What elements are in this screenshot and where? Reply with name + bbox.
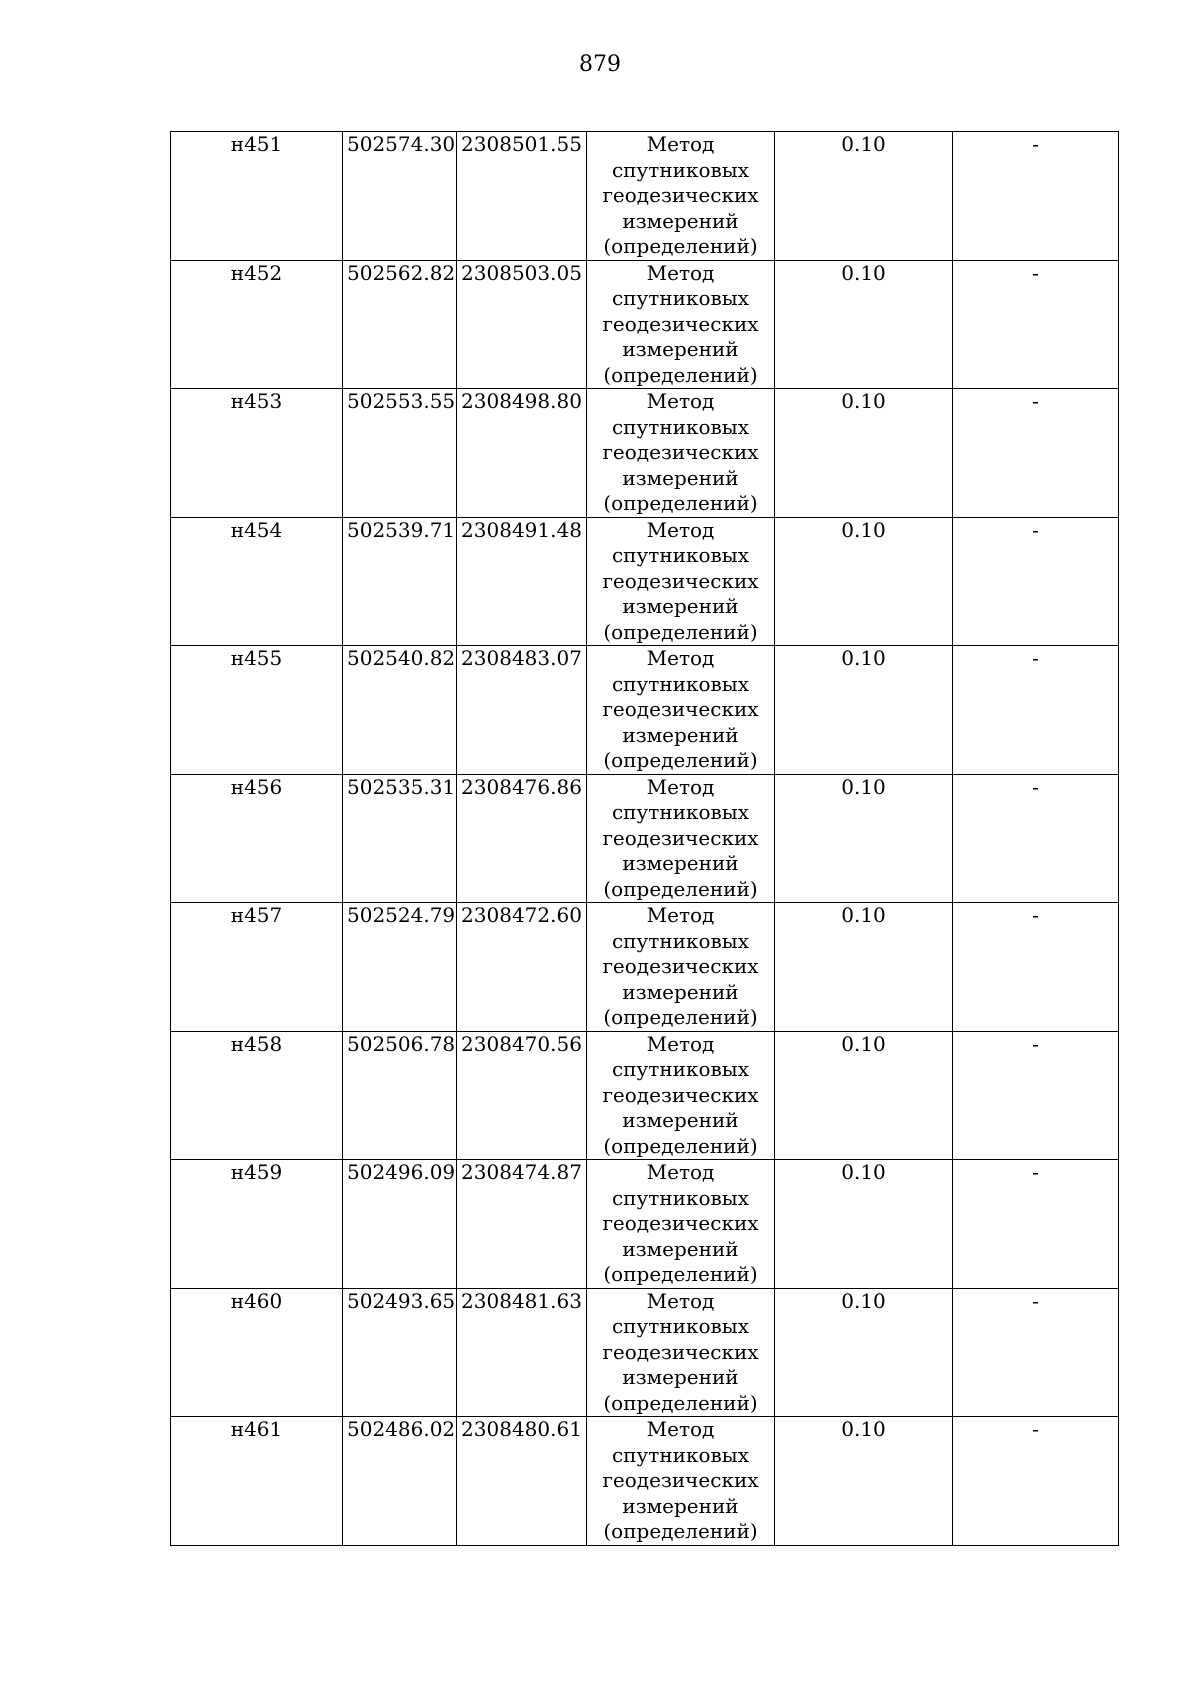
x-coordinate-cell: 502540.82	[343, 646, 457, 775]
method-cell	[587, 1031, 775, 1160]
table-row	[171, 903, 1119, 1032]
method-line: Метод	[646, 1160, 715, 1184]
x-coordinate-cell: 502493.65	[343, 1288, 457, 1417]
point-name-cell: н452	[171, 260, 343, 389]
method-line: (определений)	[603, 619, 758, 644]
accuracy-cell: 0.10	[775, 389, 953, 518]
y-coordinate-cell: 2308503.05	[457, 260, 587, 389]
method-line: измерений	[622, 208, 739, 233]
method-line: Метод	[646, 517, 715, 542]
method-line: геодезических	[602, 697, 759, 721]
point-name-cell: н456	[171, 774, 343, 903]
description-cell: -	[953, 260, 1119, 389]
method-line: Метод	[646, 903, 715, 927]
point-name-cell: н451	[171, 132, 343, 261]
y-coordinate-cell: 2308498.80	[457, 389, 587, 518]
method-line: геодезических	[602, 311, 759, 336]
point-name-cell: н457	[171, 903, 343, 1032]
description-cell: -	[953, 774, 1119, 903]
y-coordinate-cell: 2308476.86	[457, 774, 587, 903]
method-line: (определений)	[603, 234, 758, 258]
method-line: измерений	[622, 1236, 739, 1261]
point-name-cell: н458	[171, 1031, 343, 1160]
method-line: измерений	[622, 722, 739, 747]
description-cell: -	[953, 1031, 1119, 1160]
description-cell: -	[953, 646, 1119, 775]
point-name-cell: н454	[171, 517, 343, 646]
coordinates-table	[170, 131, 1119, 1546]
method-line: спутниковых	[611, 1185, 750, 1210]
point-name-cell: н461	[171, 1417, 343, 1546]
description-cell: -	[953, 132, 1119, 261]
accuracy-cell: 0.10	[775, 646, 953, 775]
method-line: спутниковых	[611, 286, 750, 310]
table-row	[171, 774, 1119, 903]
method-line: геодезических	[602, 183, 759, 207]
table-row	[171, 517, 1119, 646]
accuracy-cell: 0.10	[775, 132, 953, 261]
point-name-cell: н459	[171, 1160, 343, 1289]
method-cell	[587, 260, 775, 389]
method-line: Метод	[646, 774, 715, 799]
point-name-cell: н455	[171, 646, 343, 775]
method-line: Метод	[646, 260, 715, 285]
method-line: Метод	[646, 132, 715, 156]
method-line: геодезических	[602, 1211, 759, 1235]
method-line: измерений	[622, 337, 739, 361]
table-body	[171, 132, 1119, 1546]
method-line: (определений)	[603, 876, 758, 901]
x-coordinate-cell: 502535.31	[343, 774, 457, 903]
x-coordinate-cell: 502486.02	[343, 1417, 457, 1546]
point-name-cell: н453	[171, 389, 343, 518]
method-cell	[587, 646, 775, 775]
method-line: спутниковых	[611, 414, 750, 439]
page-number: 879	[579, 52, 621, 77]
description-cell: -	[953, 517, 1119, 646]
x-coordinate-cell: 502496.09	[343, 1160, 457, 1289]
y-coordinate-cell: 2308483.07	[457, 646, 587, 775]
method-line: Метод	[646, 1288, 715, 1313]
method-line: (определений)	[603, 491, 758, 515]
method-cell	[587, 903, 775, 1032]
y-coordinate-cell: 2308470.56	[457, 1031, 587, 1160]
method-line: (определений)	[603, 748, 758, 772]
table-row	[171, 1288, 1119, 1417]
method-line: измерений	[622, 851, 739, 875]
method-line: измерений	[622, 594, 739, 618]
method-cell	[587, 132, 775, 261]
method-line: измерений	[622, 1108, 739, 1132]
y-coordinate-cell: 2308481.63	[457, 1288, 587, 1417]
method-line: спутниковых	[611, 1314, 750, 1338]
method-line: измерений	[622, 465, 739, 490]
y-coordinate-cell: 2308491.48	[457, 517, 587, 646]
method-line: (определений)	[603, 1390, 758, 1415]
method-line: геодезических	[602, 1339, 759, 1364]
accuracy-cell: 0.10	[775, 903, 953, 1032]
method-line: спутниковых	[611, 1442, 750, 1467]
method-line: (определений)	[603, 1005, 758, 1029]
method-cell	[587, 774, 775, 903]
method-line: геодезических	[602, 954, 759, 978]
method-line: (определений)	[603, 1519, 758, 1543]
method-line: Метод	[646, 1031, 715, 1056]
method-cell	[587, 389, 775, 518]
method-cell	[587, 1417, 775, 1546]
point-name-cell: н460	[171, 1288, 343, 1417]
accuracy-cell: 0.10	[775, 1160, 953, 1289]
method-line: геодезических	[602, 568, 759, 593]
accuracy-cell: 0.10	[775, 1031, 953, 1160]
method-line: спутниковых	[611, 157, 750, 182]
x-coordinate-cell: 502562.82	[343, 260, 457, 389]
description-cell: -	[953, 389, 1119, 518]
x-coordinate-cell: 502524.79	[343, 903, 457, 1032]
x-coordinate-cell: 502553.55	[343, 389, 457, 518]
description-cell: -	[953, 903, 1119, 1032]
x-coordinate-cell: 502574.30	[343, 132, 457, 261]
method-cell	[587, 1288, 775, 1417]
y-coordinate-cell: 2308472.60	[457, 903, 587, 1032]
x-coordinate-cell: 502539.71	[343, 517, 457, 646]
table-row	[171, 1417, 1119, 1546]
accuracy-cell: 0.10	[775, 1288, 953, 1417]
description-cell: -	[953, 1417, 1119, 1546]
method-line: геодезических	[602, 440, 759, 464]
method-cell	[587, 1160, 775, 1289]
y-coordinate-cell: 2308474.87	[457, 1160, 587, 1289]
accuracy-cell: 0.10	[775, 1417, 953, 1546]
method-line: спутниковых	[611, 1057, 750, 1081]
method-line: Метод	[646, 646, 715, 670]
method-line: геодезических	[602, 825, 759, 850]
method-line: измерений	[622, 979, 739, 1004]
method-line: (определений)	[603, 1133, 758, 1158]
accuracy-cell: 0.10	[775, 774, 953, 903]
method-line: Метод	[646, 389, 715, 413]
method-line: измерений	[622, 1493, 739, 1518]
method-line: (определений)	[603, 362, 758, 387]
table-row	[171, 1031, 1119, 1160]
accuracy-cell: 0.10	[775, 517, 953, 646]
y-coordinate-cell: 2308501.55	[457, 132, 587, 261]
table-row	[171, 132, 1119, 261]
description-cell: -	[953, 1288, 1119, 1417]
method-line: измерений	[622, 1365, 739, 1389]
method-line: спутниковых	[611, 800, 750, 824]
method-line: (определений)	[603, 1262, 758, 1286]
y-coordinate-cell: 2308480.61	[457, 1417, 587, 1546]
table-row	[171, 260, 1119, 389]
table-row	[171, 389, 1119, 518]
x-coordinate-cell: 502506.78	[343, 1031, 457, 1160]
method-cell	[587, 517, 775, 646]
method-line: спутниковых	[611, 543, 750, 567]
method-line: Метод	[646, 1417, 715, 1441]
table-row	[171, 646, 1119, 775]
method-line: геодезических	[602, 1082, 759, 1107]
description-cell: -	[953, 1160, 1119, 1289]
accuracy-cell: 0.10	[775, 260, 953, 389]
table-row	[171, 1160, 1119, 1289]
method-line: спутниковых	[611, 928, 750, 953]
method-line: спутниковых	[611, 671, 750, 696]
method-line: геодезических	[602, 1468, 759, 1492]
